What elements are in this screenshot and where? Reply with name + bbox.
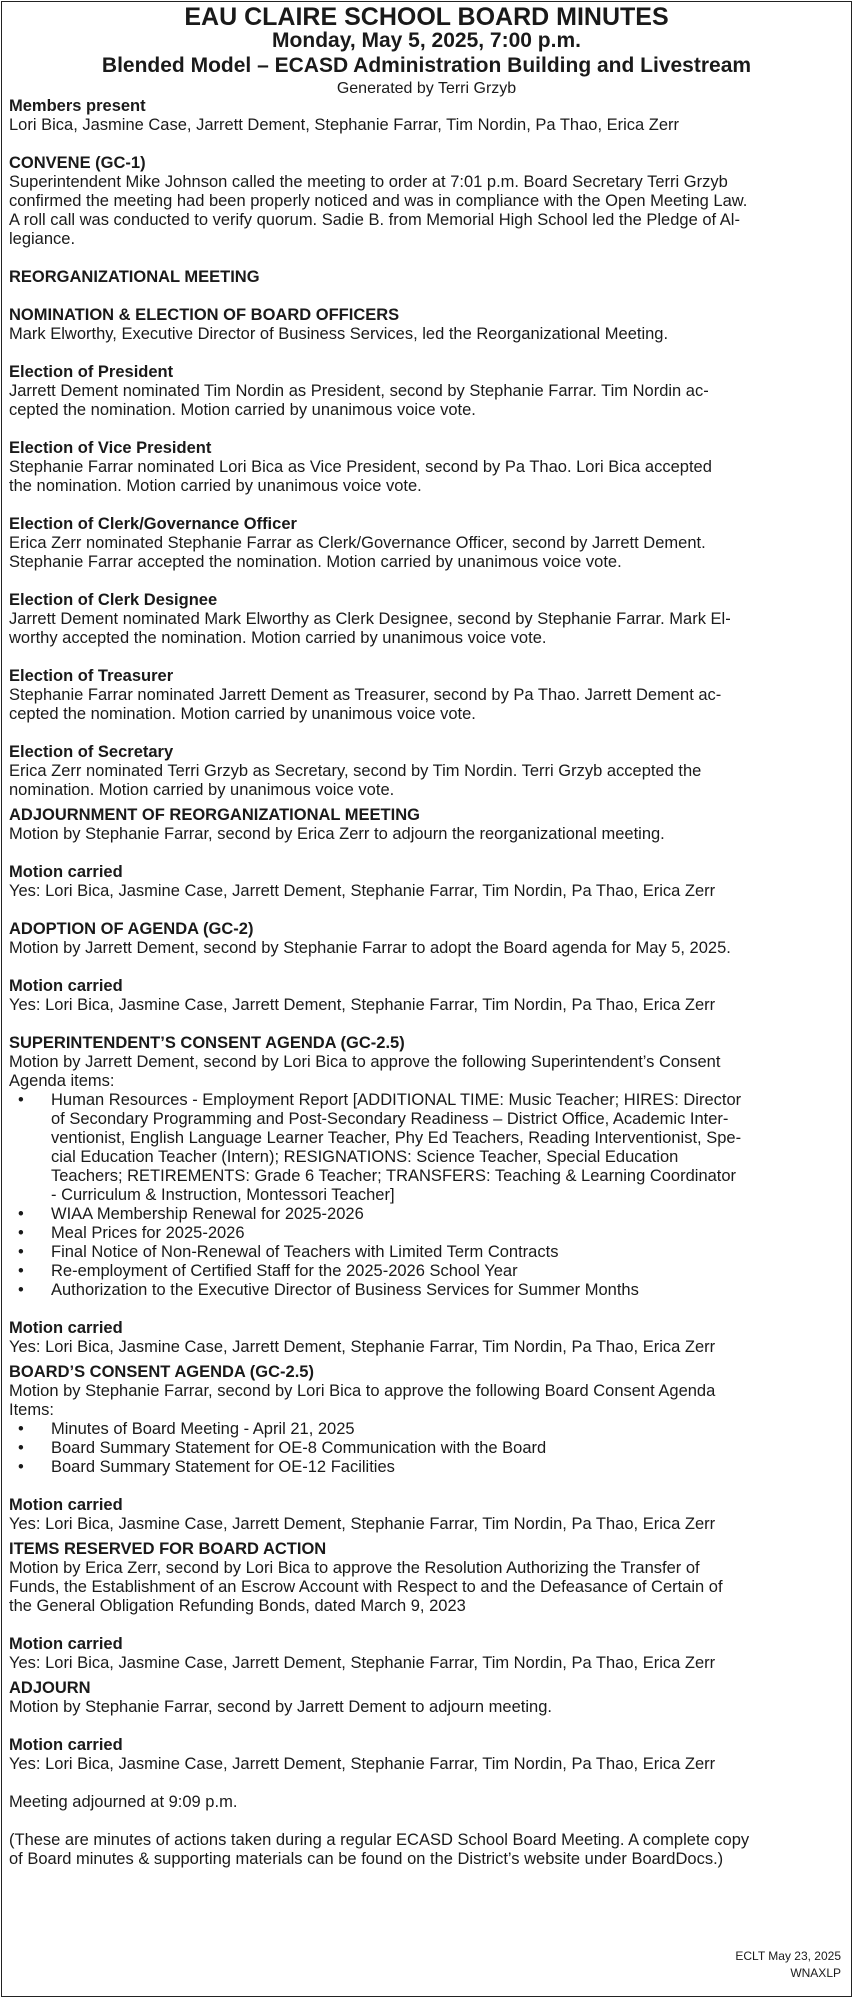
list-item: • Board Summary Statement for OE-12 Facilities: [51, 1458, 844, 1477]
election-line: cepted the nomination. Motion carried by unanimous voice vote.: [9, 705, 476, 723]
adjourn-text: Motion by Stephanie Farrar, second by Jarrett Dement to adjourn meeting.: [9, 1698, 552, 1716]
reorganizational-heading: REORGANIZATIONAL MEETING: [9, 268, 260, 286]
motion-vote: Yes: Lori Bica, Jasmine Case, Jarrett Dement, Stephanie Farrar, Tim Nordin, Pa Thao, Erica Zerr: [9, 1755, 716, 1773]
supt-consent-heading: SUPERINTENDENT’S CONSENT AGENDA (GC-2.5): [9, 1034, 405, 1052]
nomination-heading: NOMINATION & ELECTION OF BOARD OFFICERS: [9, 306, 400, 324]
page-title: EAU CLAIRE SCHOOL BOARD MINUTES: [184, 3, 669, 31]
hr-report-line: - Curriculum & Instruction, Montessori Teacher]: [51, 1186, 395, 1204]
election-line: Stephanie Farrar nominated Jarrett Dement as Treasurer, second by Pa Thao. Jarrett Dement ac-: [9, 686, 722, 704]
motion-vote: Yes: Lori Bica, Jasmine Case, Jarrett Dement, Stephanie Farrar, Tim Nordin, Pa Thao, Erica Zerr: [9, 1654, 716, 1672]
hr-report-line: ventionist, English Language Learner Teacher, Phy Ed Teachers, Reading Interventionist, Spe-: [51, 1129, 742, 1147]
list-item: • Authorization to the Executive Director of Business Services for Summer Months: [51, 1281, 844, 1300]
election-heading: Election of Vice President: [9, 439, 212, 457]
publication-code: WNAXLP: [790, 1966, 841, 1980]
motion-carried-heading: Motion carried: [9, 977, 123, 995]
election-heading: Election of President: [9, 363, 174, 381]
election-line: Stephanie Farrar accepted the nomination. Motion carried by unanimous voice vote.: [9, 553, 622, 571]
convene-line: A roll call was conducted to verify quorum. Sadie B. from Memorial High School led the Pledge of Al-: [9, 211, 740, 229]
motion-vote: Yes: Lori Bica, Jasmine Case, Jarrett Dement, Stephanie Farrar, Tim Nordin, Pa Thao, Erica Zerr: [9, 1515, 716, 1533]
election-line: worthy accepted the nomination. Motion carried by unanimous voice vote.: [9, 629, 547, 647]
motion-carried-heading: Motion carried: [9, 1635, 123, 1653]
election-line: Erica Zerr nominated Terri Grzyb as Secretary, second by Tim Nordin. Terri Grzyb accepted the: [9, 762, 702, 780]
members-heading: Members present: [9, 97, 146, 115]
motion-vote: Yes: Lori Bica, Jasmine Case, Jarrett Dement, Stephanie Farrar, Tim Nordin, Pa Thao, Erica Zerr: [9, 882, 716, 900]
adjourn-heading: ADJOURN: [9, 1679, 91, 1697]
supt-consent-list: [9, 1091, 844, 1300]
motion-carried-heading: Motion carried: [9, 863, 123, 881]
list-item: • Minutes of Board Meeting - April 21, 2025: [51, 1420, 844, 1439]
list-item: • Re-employment of Certified Staff for the 2025-2026 School Year: [51, 1262, 844, 1281]
convene-line: Superintendent Mike Johnson called the meeting to order at 7:01 p.m. Board Secretary Terri Grzyb: [9, 173, 728, 191]
convene-line: confirmed the meeting had been properly noticed and was in compliance with the Open Meeting Law.: [9, 192, 748, 210]
adjourn-reorg-heading: ADJOURNMENT OF REORGANIZATIONAL MEETING: [9, 806, 420, 824]
minutes-page: [1, 1, 852, 1997]
motion-carried-heading: Motion carried: [9, 1319, 123, 1337]
agenda-heading: ADOPTION OF AGENDA (GC-2): [9, 920, 254, 938]
convene-line: legiance.: [9, 230, 76, 248]
election-heading: Election of Clerk Designee: [9, 591, 218, 609]
list-item: • Board Summary Statement for OE-8 Communication with the Board: [51, 1439, 844, 1458]
publication-date: ECLT May 23, 2025: [735, 1949, 841, 1963]
election-heading: Election of Secretary: [9, 743, 174, 761]
reserved-line: Funds, the Establishment of an Escrow Account with Respect to and the Defeasance of Certain of: [9, 1578, 723, 1596]
minutes-body: [9, 97, 844, 1869]
hr-report-line: of Secondary Programming and Post-Secondary Readiness – District Office, Academic Inter-: [51, 1110, 729, 1128]
reserved-line: the General Obligation Refunding Bonds, dated March 9, 2023: [9, 1597, 466, 1615]
list-item: • Final Notice of Non-Renewal of Teachers with Limited Term Contracts: [51, 1243, 844, 1262]
list-item: • WIAA Membership Renewal for 2025-2026: [51, 1205, 844, 1224]
motion-carried-heading: Motion carried: [9, 1736, 123, 1754]
motion-vote: Yes: Lori Bica, Jasmine Case, Jarrett Dement, Stephanie Farrar, Tim Nordin, Pa Thao, Erica Zerr: [9, 1338, 716, 1356]
convene-heading: CONVENE (GC-1): [9, 154, 146, 172]
meeting-date: Monday, May 5, 2025, 7:00 p.m.: [272, 29, 581, 52]
election-line: cepted the nomination. Motion carried by unanimous voice vote.: [9, 401, 476, 419]
motion-carried-heading: Motion carried: [9, 1496, 123, 1514]
election-line: nomination. Motion carried by unanimous voice vote.: [9, 781, 395, 799]
hr-report-line: cial Education Teacher (Intern); RESIGNATIONS: Science Teacher, Special Education: [51, 1148, 679, 1166]
board-consent-list: [9, 1420, 844, 1477]
closing-note-line: (These are minutes of actions taken during a regular ECASD School Board Meeting. A complete copy: [9, 1831, 750, 1849]
masthead: [9, 4, 844, 97]
election-heading: Election of Clerk/Governance Officer: [9, 515, 297, 533]
election-line: Stephanie Farrar nominated Lori Bica as Vice President, second by Pa Thao. Lori Bica accepted: [9, 458, 712, 476]
board-consent-intro: Items:: [9, 1401, 54, 1419]
publication-footer: [735, 1948, 841, 1982]
agenda-text: Motion by Jarrett Dement, second by Stephanie Farrar to adopt the Board agenda for May 5, 2025.: [9, 939, 731, 957]
hr-report-line: • Human Resources - Employment Report [ADDITIONAL TIME: Music Teacher; HIRES: Director: [51, 1091, 742, 1109]
election-line: Jarrett Dement nominated Mark Elworthy as Clerk Designee, second by Stephanie Farrar. Mark El-: [9, 610, 731, 628]
election-line: Erica Zerr nominated Stephanie Farrar as Clerk/Governance Officer, second by Jarrett Dement.: [9, 534, 706, 552]
motion-vote: Yes: Lori Bica, Jasmine Case, Jarrett Dement, Stephanie Farrar, Tim Nordin, Pa Thao, Erica Zerr: [9, 996, 716, 1014]
election-heading: Election of Treasurer: [9, 667, 174, 685]
members-list: Lori Bica, Jasmine Case, Jarrett Dement, Stephanie Farrar, Tim Nordin, Pa Thao, Erica Zerr: [9, 116, 680, 134]
supt-consent-intro: Motion by Jarrett Dement, second by Lori Bica to approve the following Superintendent’s Consent: [9, 1053, 721, 1071]
list-item: • Meal Prices for 2025-2026: [51, 1224, 844, 1243]
meeting-location: Blended Model – ECASD Administration Building and Livestream: [101, 54, 752, 77]
closing-note-line: of Board minutes & supporting materials can be found on the District’s website under BoardDocs.): [9, 1850, 724, 1868]
election-line: Jarrett Dement nominated Tim Nordin as President, second by Stephanie Farrar. Tim Nordin ac-: [9, 382, 709, 400]
reserved-line: Motion by Erica Zerr, second by Lori Bica to approve the Resolution Authorizing the Transfer of: [9, 1559, 700, 1577]
adjourn-reorg-text: Motion by Stephanie Farrar, second by Erica Zerr to adjourn the reorganizational meeting.: [9, 825, 665, 843]
election-line: the nomination. Motion carried by unanimous voice vote.: [9, 477, 422, 495]
generated-by: Generated by Terri Grzyb: [336, 80, 517, 97]
supt-consent-intro: Agenda items:: [9, 1072, 115, 1090]
nomination-text: Mark Elworthy, Executive Director of Business Services, led the Reorganizational Meeting.: [9, 325, 669, 343]
list-item: [51, 1091, 844, 1205]
adjourned-time: Meeting adjourned at 9:09 p.m.: [9, 1793, 238, 1811]
board-consent-intro: Motion by Stephanie Farrar, second by Lori Bica to approve the following Board Consent Agenda: [9, 1382, 716, 1400]
reserved-heading: ITEMS RESERVED FOR BOARD ACTION: [9, 1540, 327, 1558]
hr-report-line: Teachers; RETIREMENTS: Grade 6 Teacher; TRANSFERS: Teaching & Learning Coordinator: [51, 1167, 737, 1185]
board-consent-heading: BOARD’S CONSENT AGENDA (GC-2.5): [9, 1363, 314, 1381]
